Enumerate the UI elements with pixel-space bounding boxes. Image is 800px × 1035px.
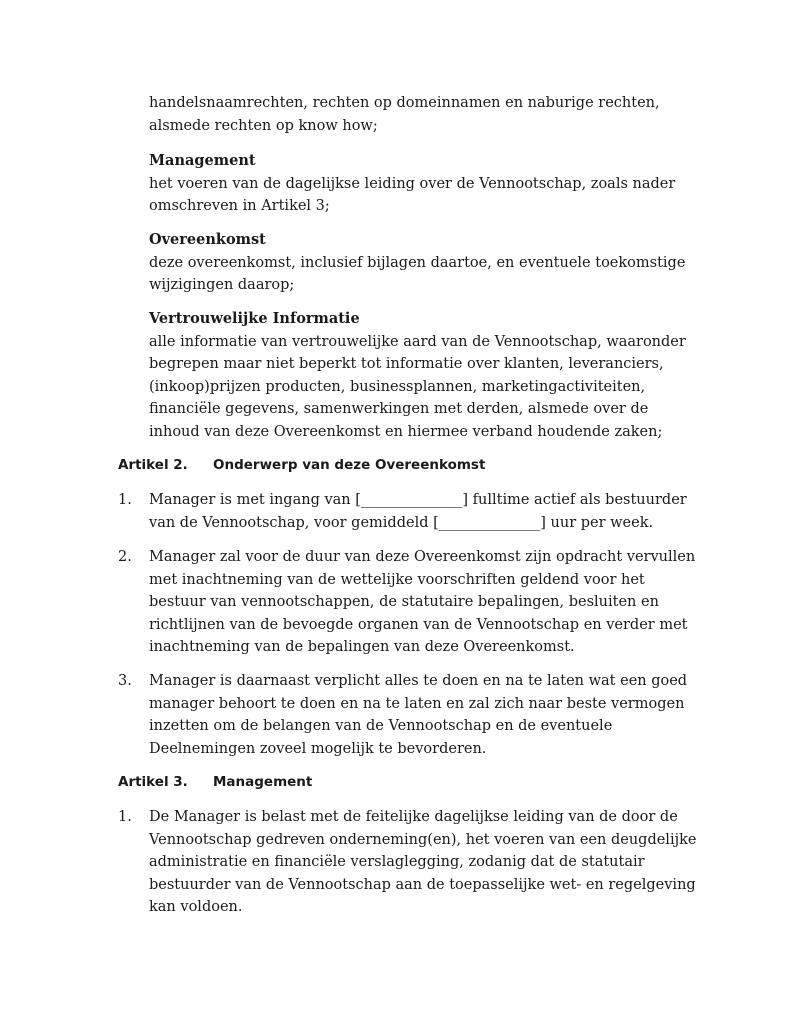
intro-paragraph [149,92,694,137]
item-number: 1. [118,492,132,508]
item-number: 2. [118,549,132,565]
item-text: Manager is met ingang van [______________] fulltime actief als bestuurder van de Vennootschap, voor gemiddeld [______________] uur per week. [149,492,687,531]
intro-text: handelsnaamrechten, rechten op domeinnamen en naburige rechten, alsmede rechten op know how; [149,95,660,134]
article-2-heading [118,454,698,476]
definition-overeenkomst [149,229,694,297]
item-number: 3. [118,673,132,689]
article-title: Onderwerp van deze Overeenkomst [213,457,486,473]
item-text: De Manager is belast met de feitelijke dagelijkse leiding van de door de Vennootschap gedreven onderneming(en), het voeren van een deugdelijke administratie en financiële verslaglegging, zodanig dat de statutair bestuurder van de Vennootschap aan de toepasselijke wet- en regelgeving kan voldoen. [149,809,697,915]
article-number: Artikel 2. [118,457,188,473]
definition-vertrouwelijke-informatie [149,308,694,443]
article-number: Artikel 3. [118,774,188,790]
definition-term: Management [149,152,256,169]
definition-management [149,150,694,218]
definition-term: Vertrouwelijke Informatie [149,310,360,327]
item-text: Manager zal voor de duur van deze Overeenkomst zijn opdracht vervullen met inachtneming van de wettelijke voorschriften geldend voor het bestuur van vennootschappen, de statutaire bepalingen, besluiten en richtlijnen van de bevoegde organen van de Vennootschap en verder met inachtneming van de bepalingen van deze Overeenkomst. [149,549,696,655]
article-3-heading [118,771,698,793]
definition-text: het voeren van de dagelijkse leiding over de Vennootschap, zoals nader omschreven in Artikel 3; [149,175,676,214]
definition-text: alle informatie van vertrouwelijke aard van de Vennootschap, waaronder begrepen maar niet beperkt tot informatie over klanten, leveranciers, (inkoop)prijzen producten, businessplannen, marketingactiviteiten, financiële gegevens, samenwerkingen met derden, alsmede over de inhoud van deze Overeenkomst en hiermee verband houdende zaken; [149,333,686,440]
article-title: Management [213,774,313,790]
item-text: Manager is daarnaast verplicht alles te doen en na te laten wat een goed manager behoort te doen en na te laten en zal zich naar beste vermogen inzetten om de belangen van de Vennootschap en de eventuele Deelnemingen zoveel mogelijk te bevorderen. [149,673,688,757]
item-number: 1. [118,809,132,825]
definition-term: Overeenkomst [149,231,266,248]
definition-text: deze overeenkomst, inclusief bijlagen daartoe, en eventuele toekomstige wijzigingen daarop; [149,254,686,293]
